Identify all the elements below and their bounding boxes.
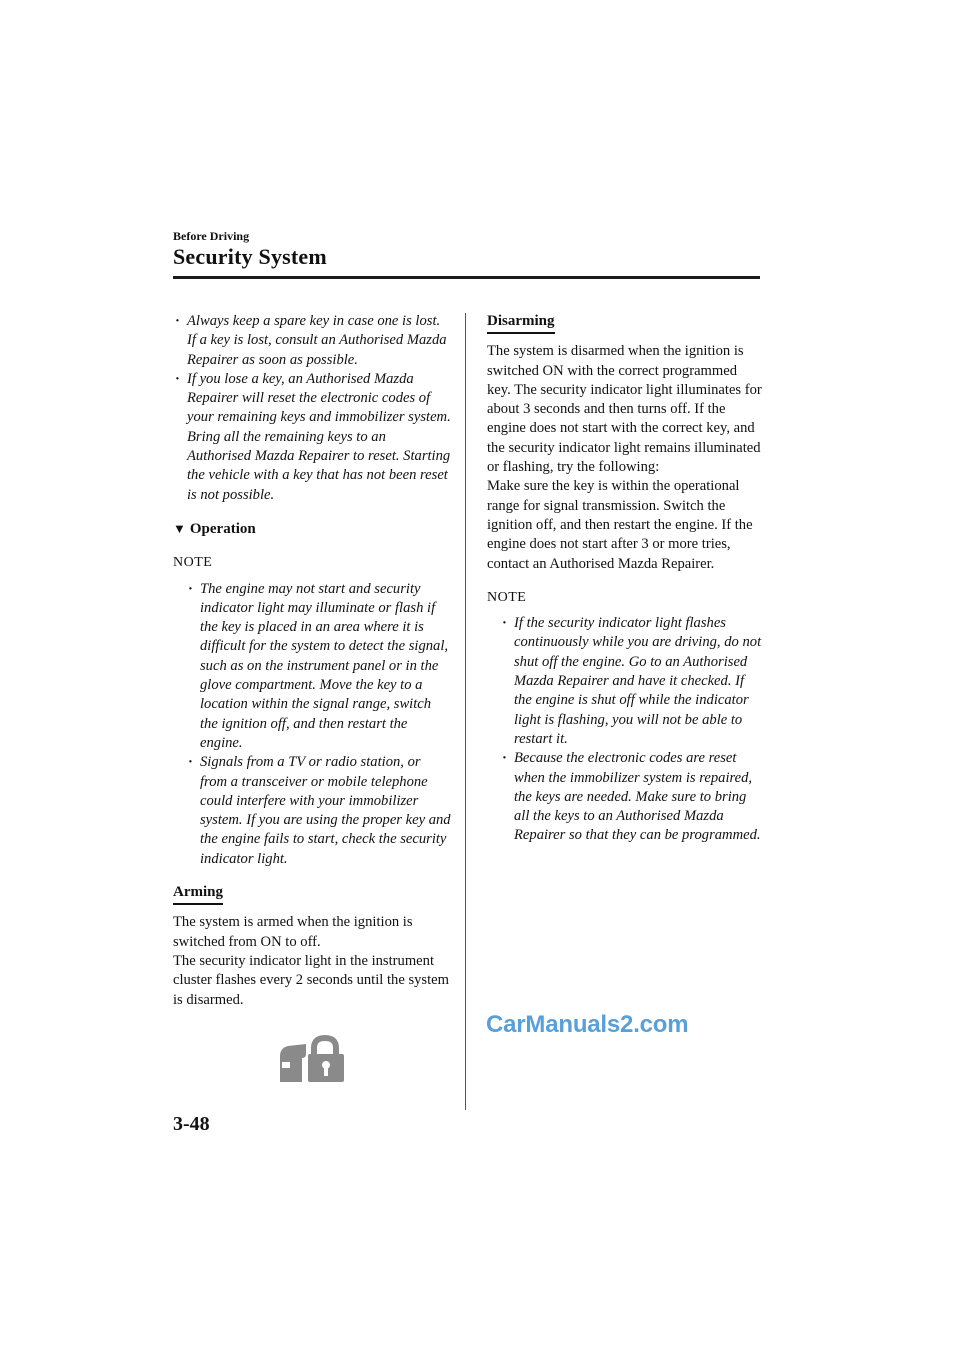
- list-item: · Always keep a spare key in case one is lost. If a key is lost, consult an Authorised Mazda Repairer as soon as possible.: [173, 312, 451, 370]
- list-item: · If the security indicator light flashes continuously while you are driving, do not shut off the engine. Go to an Authorised Mazda Repairer and have it checked. If the engine is shut off while the indicator light is flashing, you will not be able to restart it.: [500, 614, 762, 749]
- page-title: Security System: [173, 244, 327, 269]
- note-bullet-list: [186, 580, 451, 869]
- list-item: · The engine may not start and security indicator light may illuminate or flash if the key is placed in an area where it is difficult for the system to detect the signal, such as on the instrument panel or in the glove compartment. Move the key to a location within the signal range, switch the ignition off, and then restart the engine.: [186, 580, 451, 754]
- car-lock-icon: [276, 1034, 346, 1084]
- triangle-marker-icon: ▼: [173, 520, 186, 536]
- left-column: [173, 312, 451, 1010]
- section-label: Before Driving: [173, 229, 250, 243]
- list-item: · Because the electronic codes are reset when the immobilizer system is repaired, the keys are needed. Make sure to bring all the keys to an Authorised Mazda Repairer so that they can be programmed.: [500, 749, 762, 845]
- arming-paragraph: The security indicator light in the instrument cluster flashes every 2 seconds until the system is disarmed.: [173, 952, 449, 1008]
- column-divider: [465, 313, 466, 1110]
- operation-heading-label: Operation: [189, 520, 256, 537]
- note-bullet-list: [500, 614, 762, 846]
- watermark: CarManuals2.com: [486, 1011, 689, 1038]
- top-bullet-list: [173, 312, 451, 505]
- header-rule: [173, 276, 760, 279]
- arming-paragraph: The system is armed when the ignition is switched from ON to off.: [173, 914, 413, 950]
- note-label: NOTE: [487, 589, 527, 605]
- operation-heading: [173, 519, 451, 539]
- list-item: · If you lose a key, an Authorised Mazda Repairer will reset the electronic codes of your remaining keys and immobilizer system. Bring all the remaining keys to an Authorised Mazda Repairer to reset. Starting the vehicle with a key that has not been reset is not possible.: [173, 370, 451, 505]
- disarming-heading: Disarming: [487, 312, 555, 334]
- disarming-paragraph: The system is disarmed when the ignition is switched ON with the correct programmed key. The security indicator light illuminates for about 3 seconds and then turns off. If the engine does not start with the correct key, and the security indicator light remains illuminated or flashing, try the following:: [487, 343, 762, 476]
- list-item: · Signals from a TV or radio station, or from a transceiver or mobile telephone could interfere with your immobilizer system. If you are using the proper key and the engine fails to start, check the security indicator light.: [186, 753, 451, 869]
- note-label: NOTE: [173, 555, 213, 571]
- security-indicator-icon: [276, 1034, 346, 1084]
- arming-heading: Arming: [173, 883, 223, 905]
- disarming-paragraph: Make sure the key is within the operational range for signal transmission. Switch the ignition off, and then restart the engine. If the engine does not start after 3 or more tries, contact an Authorised Mazda Repairer.: [487, 478, 753, 572]
- page-number: 3-48: [173, 1113, 210, 1135]
- right-column: [487, 312, 762, 846]
